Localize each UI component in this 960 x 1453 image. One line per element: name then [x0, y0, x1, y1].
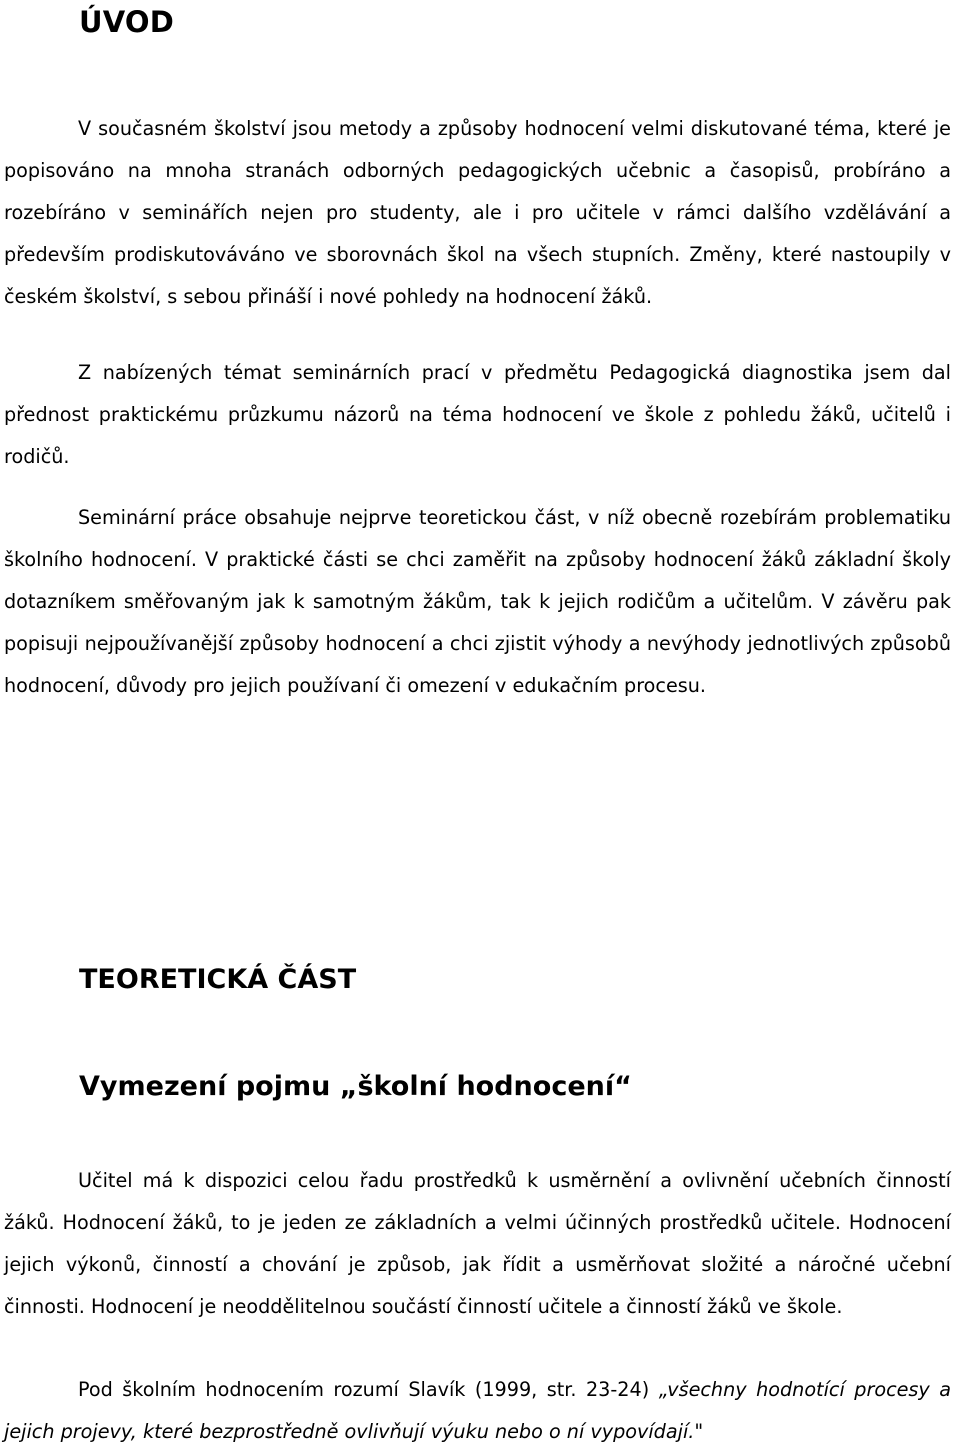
theory-paragraph-2-intro: Pod školním hodnocením rozumí Slavík (1999, str. 23-24) [78, 1378, 659, 1401]
theory-paragraph-2-end: " [694, 1420, 704, 1443]
intro-paragraph-1: V současném školství jsou metody a způsoby hodnocení velmi diskutované téma, které je popisováno na mnoha stranách odborných pedagogických učebnic a časopisů, probíráno a rozebíráno v seminářích nejen pro studenty, ale i pro učitele v rámci dalšího vzdělávání a především prodiskutováváno ve sborovnách škol na všech stupních. Změny, které nastoupily v českém školství, s sebou přináší i nové pohledy na hodnocení žáků. [4, 117, 951, 308]
intro-paragraph-3: Seminární práce obsahuje nejprve teoretickou část, v níž obecně rozebírám problematiku školního hodnocení. V praktické části se chci zaměřit na způsoby hodnocení žáků základní školy dotazníkem směřovaným jak k samotným žákům, tak k jejich rodičům a učitelům. V závěru pak popisuji nejpoužívanější způsoby hodnocení a chci zjistit výhody a nevýhody jednotlivých způsobů hodnocení, důvody pro jejich používaní či omezení v edukačním procesu. [4, 506, 951, 697]
intro-paragraph-2: Z nabízených témat seminárních prací v předmětu Pedagogická diagnostika jsem dal přednost praktickému průzkumu názorů na téma hodnocení ve škole z pohledu žáků, učitelů i rodičů. [4, 361, 951, 468]
theory-paragraph-2 [4, 1369, 951, 1453]
theory-paragraph-1: Učitel má k dispozici celou řadu prostředků k usměrnění a ovlivnění učebních činností žáků. Hodnocení žáků, to je jeden ze základních a velmi účinných prostředků učitele. Hodnocení jejich výkonů, činností a chování je způsob, jak řídit a usměrňovat složité a náročné učební činnosti. Hodnocení je neoddělitelnou součástí činností učitele a činností žáků ve škole. [4, 1169, 951, 1318]
theory-subheading: Vymezení pojmu „školní hodnocení“ [79, 1071, 632, 1102]
slavik-quote: „všechny hodnotící procesy a jejich projevy, které bezprostředně ovlivňují výuku nebo o ní vypovídají. [4, 1378, 952, 1443]
theory-heading: TEORETICKÁ ČÁST [79, 964, 357, 995]
intro-heading: ÚVOD [79, 5, 175, 39]
